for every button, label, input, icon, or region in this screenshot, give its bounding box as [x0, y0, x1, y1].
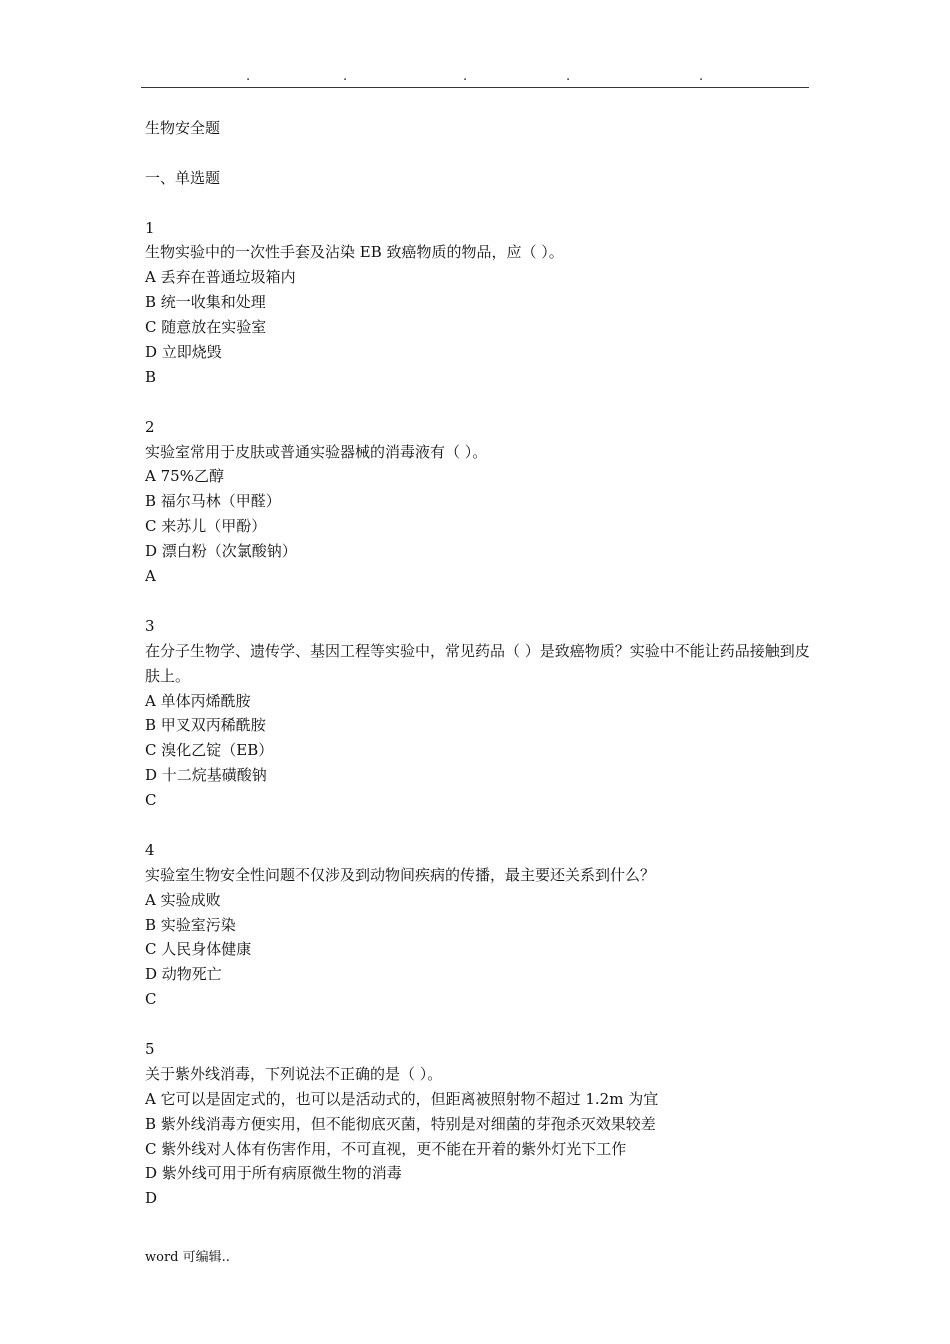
section-heading: 一、单选题: [145, 168, 221, 187]
option-c: C 溴化乙锭（EB）: [145, 741, 274, 760]
option-d: D 十二烷基磺酸钠: [145, 766, 267, 785]
spacer: [145, 589, 813, 614]
option-a: A 75%乙醇: [145, 467, 224, 486]
header-dot: .: [343, 69, 348, 84]
page-footer: word 可编辑..: [145, 1250, 230, 1265]
answer: C: [145, 791, 157, 810]
option-c: C 随意放在实验室: [145, 318, 267, 337]
option-a: A 实验成败: [145, 890, 221, 909]
question-number: 4: [145, 840, 155, 859]
header-rule: [141, 87, 809, 88]
option-b: B 紫外线消毒方便实用，但不能彻底灭菌，特别是对细菌的芽孢杀灭效果较差: [145, 1114, 656, 1133]
spacer: [145, 390, 813, 415]
option-c: C 紫外线对人体有伤害作用，不可直视，更不能在开着的紫外灯光下工作: [145, 1139, 627, 1158]
question-block: [145, 1037, 813, 1211]
header-dot: .: [699, 69, 704, 84]
header-dot: .: [246, 69, 251, 84]
spacer: [145, 1012, 813, 1037]
answer: A: [145, 567, 156, 586]
question-text: 生物实验中的一次性手套及沾染 EB 致癌物质的物品，应（ ）。: [145, 243, 564, 262]
document-title: 生物安全题: [145, 119, 221, 137]
option-a: A 丢弃在普通垃圾箱内: [145, 268, 296, 287]
question-number: 1: [145, 218, 155, 237]
question-number: 2: [145, 417, 155, 436]
spacer: [145, 191, 813, 216]
option-a: A 它可以是固定式的，也可以是活动式的，但距离被照射物不超过 1.2m 为宜: [145, 1089, 659, 1108]
option-b: B 甲叉双丙稀酰胺: [145, 716, 266, 735]
option-b: B 统一收集和处理: [145, 293, 266, 312]
question-number: 5: [145, 1039, 155, 1058]
question-text: 在分子生物学、遗传学、基因工程等实验中，常见药品（ ）是致癌物质？实验中不能让药品接触到皮肤上。: [145, 641, 810, 685]
spacer: [145, 813, 813, 838]
question-block: [145, 614, 813, 813]
option-a: A 单体丙烯酰胺: [145, 691, 251, 710]
option-c: C 来苏儿（甲酚）: [145, 517, 267, 536]
spacer: [145, 141, 813, 166]
question-block: [145, 216, 813, 390]
option-b: B 实验室污染: [145, 915, 236, 934]
question-text: 实验室生物安全性问题不仅涉及到动物间疾病的传播，最主要还关系到什么？: [145, 865, 656, 884]
header-dot: .: [566, 69, 571, 84]
option-d: D 漂白粉（次氯酸钠）: [145, 542, 297, 561]
question-text: 实验室常用于皮肤或普通实验器械的消毒液有（ ）。: [145, 442, 488, 461]
option-d: D 动物死亡: [145, 965, 222, 984]
option-d: D 紫外线可用于所有病原微生物的消毒: [145, 1164, 402, 1183]
question-number: 3: [145, 616, 155, 635]
header-dot: .: [463, 69, 468, 84]
question-block: [145, 838, 813, 1012]
question-text: 关于紫外线消毒，下列说法不正确的是（ ）。: [145, 1064, 443, 1083]
option-d: D 立即烧毁: [145, 343, 222, 362]
document-body: [145, 116, 813, 1211]
question-block: [145, 415, 813, 589]
option-c: C 人民身体健康: [145, 940, 252, 959]
answer: D: [145, 1189, 158, 1208]
option-b: B 福尔马林（甲醛）: [145, 492, 281, 511]
answer: B: [145, 367, 157, 386]
answer: C: [145, 990, 157, 1009]
